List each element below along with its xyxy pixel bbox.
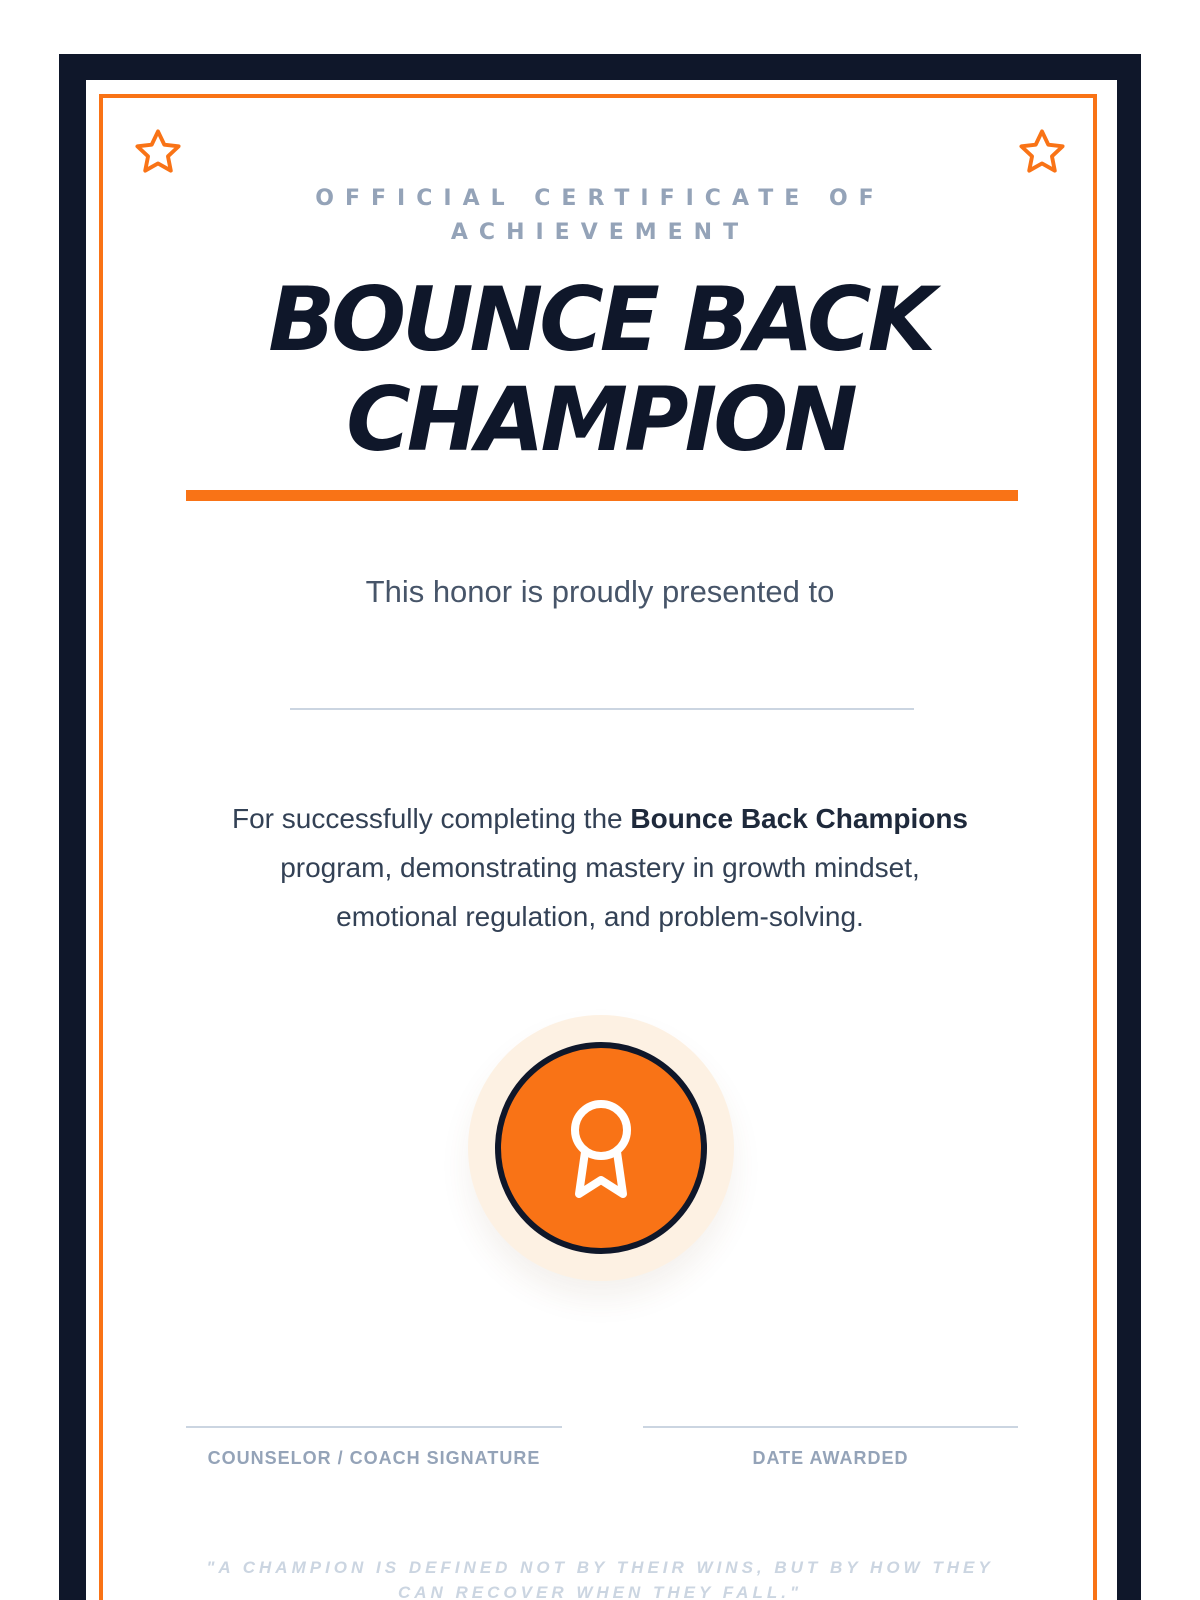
program-name: Bounce Back Champions [630, 803, 969, 834]
champion-quote: "A CHAMPION IS DEFINED NOT BY THEIR WINS, BUT BY HOW THEY CAN RECOVER WHEN THEY FALL." [206, 1558, 994, 1600]
description-part-2: program, demonstrating mastery in growth mindset, emotional regulation, and problem-solving. [280, 852, 920, 932]
certificate-subtitle: OFFICIAL CERTIFICATE OF ACHIEVEMENT [315, 186, 885, 245]
signature-line[interactable] [186, 1426, 562, 1428]
award-ribbon-icon [559, 1098, 643, 1202]
award-medal [495, 1042, 707, 1254]
description-part-1: For successfully completing the [231, 803, 631, 834]
star-icon [1016, 126, 1068, 178]
presented-to-text: This honor is proudly presented to [365, 574, 835, 609]
date-label: DATE AWARDED [752, 1448, 909, 1468]
title-underline [186, 490, 1018, 501]
signature-label: COUNSELOR / COACH SIGNATURE [207, 1448, 541, 1468]
title-line-1: BOUNCE BACK [268, 268, 932, 371]
certificate-title [150, 270, 1050, 470]
date-line[interactable] [643, 1426, 1018, 1428]
star-icon [132, 126, 184, 178]
title-line-2: CHAMPION [346, 368, 854, 471]
achievement-description [220, 794, 980, 941]
recipient-name-line[interactable] [290, 708, 914, 710]
